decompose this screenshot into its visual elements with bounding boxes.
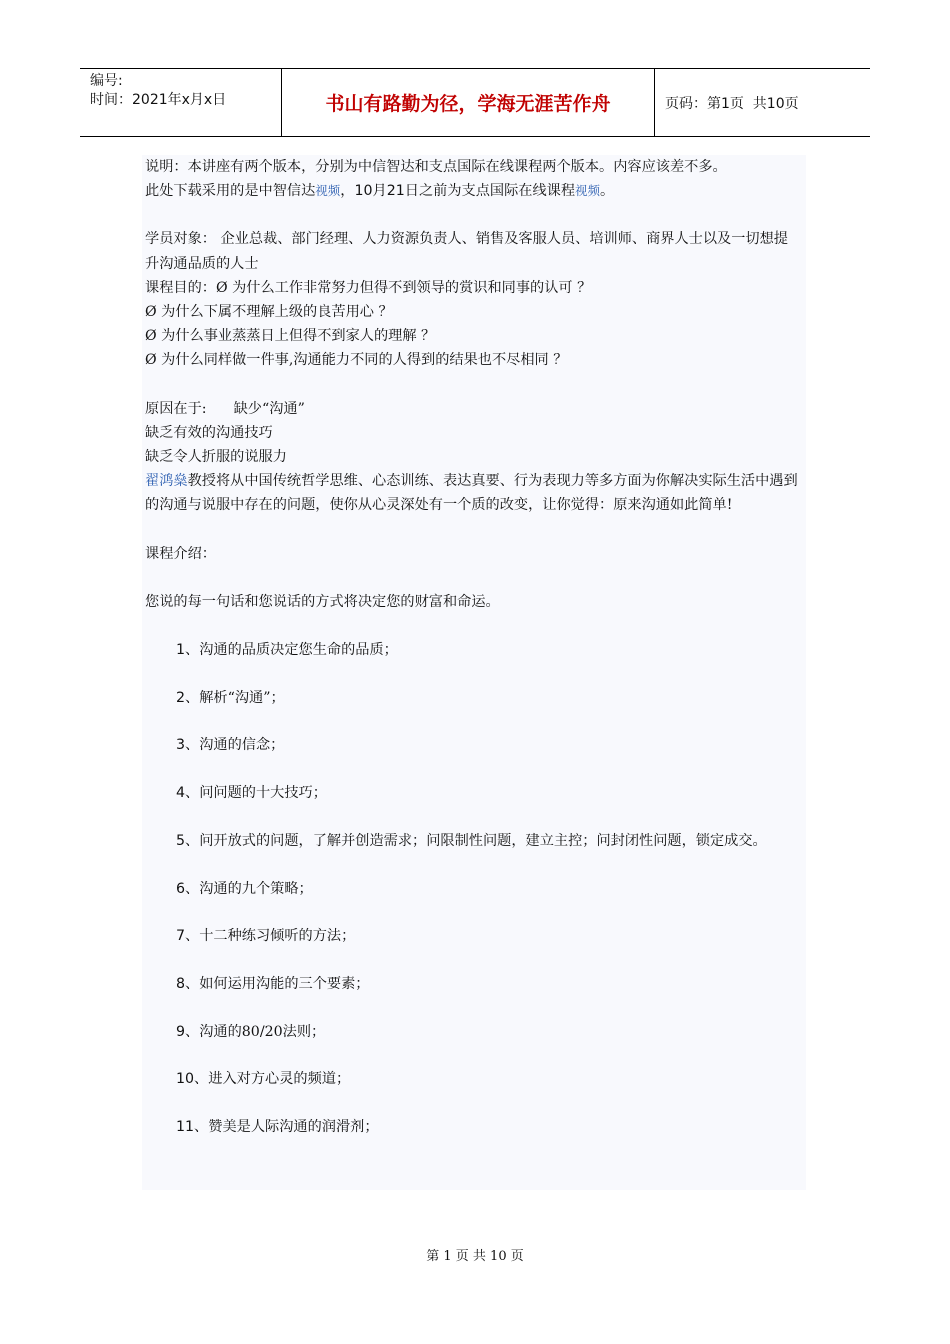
intro-line-2 [145, 179, 800, 203]
item-text: 解析“沟通”； [199, 689, 285, 706]
teacher-paragraph [145, 469, 800, 517]
reason-line: 原因在于: 缺少“沟通” [145, 400, 305, 417]
goal-line: Ø 为什么同样做一件事,沟通能力不同的人得到的结果也不尽相同 ？ [145, 352, 568, 369]
video-link-2[interactable]: 视频 [575, 183, 601, 199]
number-label: 编号: [90, 73, 123, 89]
list-item [145, 781, 800, 805]
item-number: 3、 [176, 737, 200, 754]
intro-line-1: 说明：本讲座有两个版本，分别为中信智达和支点国际在线课程两个版本。内容应该差不多。 [145, 159, 727, 175]
list-item [145, 638, 800, 662]
item-text: 沟通的80/20法则； [199, 1023, 326, 1040]
header-page [655, 69, 870, 136]
item-text: 十二种练习倾听的方法； [199, 928, 356, 945]
teacher-text: 教授将从中国传统哲学思维、心态训练、表达真要、行为表现力等多方面为你解决实际生活中遇到的沟通与说服中存在的问题，使你从心灵深处有一个质的改变，让你觉得：原来沟通如此简单! [145, 473, 798, 514]
teacher-link[interactable]: 翟鸿燊 [145, 473, 188, 490]
list-item [145, 829, 800, 853]
list-item [145, 1115, 800, 1139]
item-number: 1、 [176, 642, 200, 659]
intro-text-a: 此处下载采用的是中智信达 [145, 183, 316, 200]
item-number: 8、 [176, 975, 200, 992]
video-link-1[interactable]: 视频 [315, 183, 341, 199]
item-number: 10、 [176, 1071, 209, 1088]
list-item [145, 924, 800, 948]
time-label: 时间：2021年x月x日 [90, 92, 227, 108]
header-meta [80, 69, 282, 136]
goal-line: Ø 为什么下属不理解上级的良苦用心 ？ [145, 304, 393, 321]
list-item [145, 877, 800, 901]
course-intro-lead: 您说的每一句话和您说话的方式将决定您的财富和命运。 [145, 593, 500, 610]
item-text: 沟通的品质决定您生命的品质； [199, 642, 398, 659]
item-text: 沟通的九个策略； [199, 880, 313, 897]
item-text: 问开放式的问题，了解并创造需求；问限制性问题，建立主控；问封闭性问题，锁定成交。 [199, 832, 767, 849]
item-number: 11、 [176, 1119, 209, 1136]
reason-line: 缺乏有效的沟通技巧 [145, 424, 273, 441]
header-motto: 书山有路勤为径，学海无涯苦作舟 [282, 69, 655, 136]
item-text: 进入对方心灵的频道； [208, 1071, 351, 1088]
page-header [80, 68, 870, 137]
item-number: 9、 [176, 1023, 200, 1040]
list-item [145, 1067, 800, 1091]
item-text: 赞美是人际沟通的润滑剂； [208, 1119, 379, 1136]
item-number: 7、 [176, 928, 200, 945]
list-item [145, 972, 800, 996]
item-number: 5、 [176, 832, 200, 849]
intro-text-c: 。 [600, 183, 615, 200]
item-text: 沟通的信念； [199, 737, 285, 754]
item-text: 问问题的十大技巧； [199, 785, 327, 802]
reason-line: 缺乏令人折服的说服力 [145, 449, 287, 466]
intro-text-b: ，10月21日之前为支点国际在线课程 [340, 183, 576, 200]
list-item [145, 686, 800, 710]
item-text: 如何运用沟能的三个要素； [199, 975, 370, 992]
item-number: 6、 [176, 880, 200, 897]
list-item [145, 1020, 800, 1044]
page-label: 页码：第1页 共10页 [665, 95, 799, 112]
page-footer: 第 1 页 共 10 页 [426, 1249, 524, 1264]
goal-line: Ø 为什么事业蒸蒸日上但得不到家人的理解 ？ [145, 328, 436, 345]
item-number: 2、 [176, 689, 200, 706]
audience-text: 学员对象： 企业总裁、部门经理、人力资源负责人、销售及客服人员、培训师、商界人士以及一切想提升沟通品质的人士 [145, 231, 788, 272]
course-intro-title: 课程介绍： [145, 545, 216, 562]
list-item [145, 733, 800, 757]
document-body [142, 155, 806, 1190]
item-number: 4、 [176, 785, 200, 802]
goal-line: 课程目的：Ø 为什么工作非常努力但得不到领导的赏识和同事的认可 ？ [145, 279, 592, 296]
